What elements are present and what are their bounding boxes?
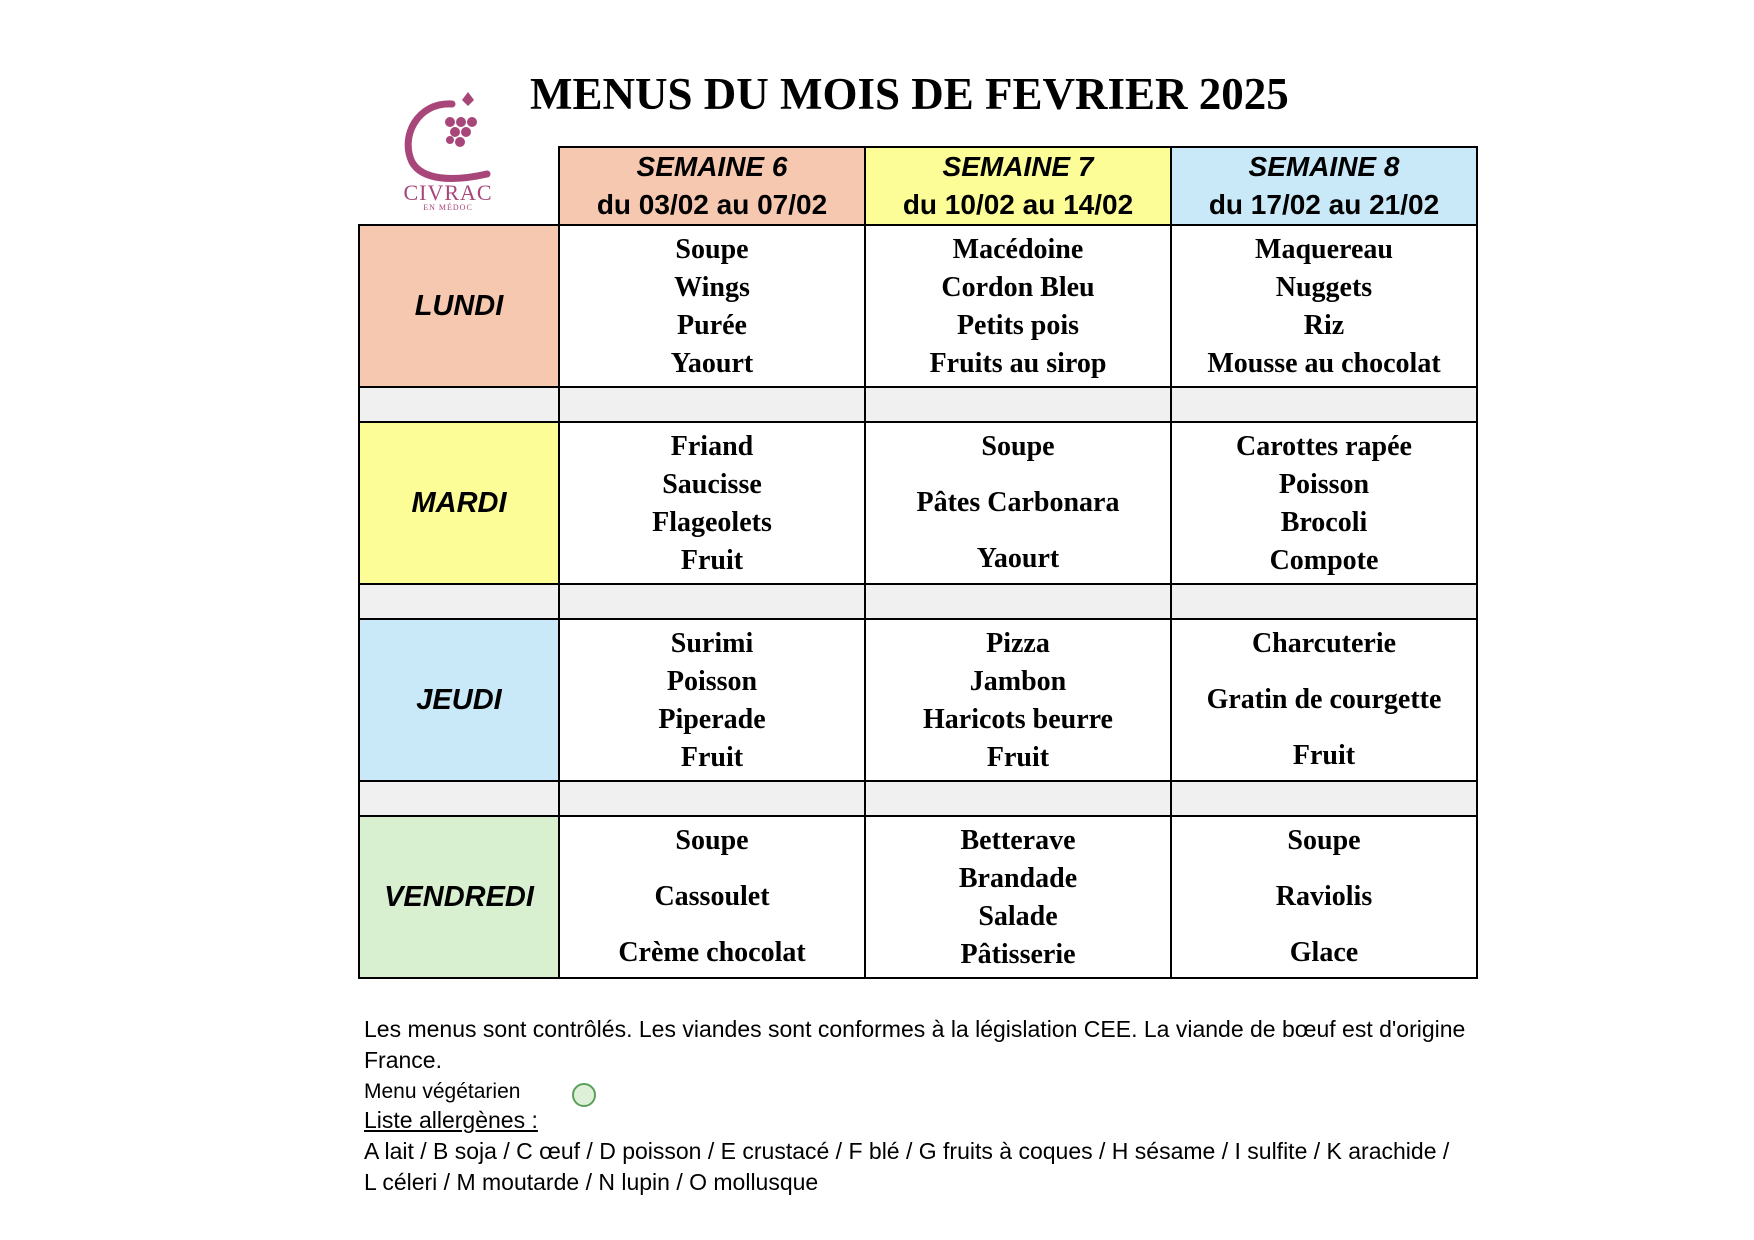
dish-item: Fruit (680, 742, 744, 773)
week-header-row (359, 147, 1477, 225)
week-header (1171, 147, 1477, 225)
menu-cell (559, 619, 865, 781)
dish-item: Fruit (1292, 740, 1356, 771)
dish-item: Haricots beurre (923, 704, 1113, 735)
separator-cell (559, 781, 865, 816)
corner-cell (359, 147, 559, 225)
dish-item: Cordon Bleu (941, 272, 1095, 303)
vegetarian-icon (572, 1083, 596, 1107)
week-dates: du 17/02 au 21/02 (1208, 189, 1440, 220)
dish-item: Betterave (960, 825, 1076, 856)
separator-cell (559, 387, 865, 422)
dish-item: Pizza (986, 628, 1050, 659)
day-row (359, 422, 1477, 584)
page-title: MENUS DU MOIS DE FEVRIER 2025 (530, 69, 1289, 119)
dish-item: Brandade (958, 863, 1078, 894)
separator-cell (865, 781, 1171, 816)
dish-item: Maquereau (1255, 234, 1393, 265)
dish-item: Raviolis (1275, 881, 1373, 912)
vegetarian-label: Menu végétarien (364, 1080, 521, 1103)
menu-cell (559, 422, 865, 584)
separator-row (359, 584, 1477, 619)
day-label: VENDREDI (359, 816, 559, 978)
dish-item: Soupe (1287, 825, 1361, 856)
dish-item: Pâtisserie (960, 939, 1076, 970)
dish-item: Friand (670, 431, 754, 462)
menu-table (358, 146, 1478, 979)
day-row (359, 225, 1477, 387)
footer-note: Les menus sont contrôlés. Les viandes sont conformes à la législation CEE. La viande de bœuf est d'origine France. (364, 1016, 1466, 1073)
dish-item: Cassoulet (654, 881, 770, 912)
week-dates: du 03/02 au 07/02 (596, 189, 828, 220)
logo-subtitle: EN MÉDOC (423, 203, 473, 212)
allergens-list: A lait / B soja / C œuf / D poisson / E crustacé / F blé / G fruits à coques / H sésame / I sulfite / K arachide / L céleri / M moutarde / N lupin / O mollusque (364, 1138, 1450, 1195)
dish-item: Brocoli (1280, 507, 1368, 538)
dish-item: Soupe (981, 431, 1055, 462)
menu-cell (865, 816, 1171, 978)
menu-cell (1171, 619, 1477, 781)
dish-item: Saucisse (662, 469, 762, 500)
week-label: SEMAINE 8 (1248, 151, 1400, 182)
day-row (359, 816, 1477, 978)
separator-row (359, 387, 1477, 422)
dish-item: Macédoine (952, 234, 1084, 265)
menu-cell (865, 422, 1171, 584)
separator-cell (359, 387, 559, 422)
dish-item: Wings (674, 272, 750, 303)
dish-item: Yaourt (976, 543, 1060, 574)
dish-item: Soupe (675, 825, 749, 856)
dish-item: Compote (1269, 545, 1379, 576)
menu-cell (865, 619, 1171, 781)
dish-item: Yaourt (670, 348, 754, 379)
separator-cell (1171, 584, 1477, 619)
dish-item: Soupe (675, 234, 749, 265)
dish-item: Gratin de courgette (1206, 684, 1442, 715)
dish-item: Charcuterie (1251, 628, 1397, 659)
week-header (559, 147, 865, 225)
dish-item: Crème chocolat (618, 937, 806, 968)
separator-cell (865, 387, 1171, 422)
separator-cell (359, 584, 559, 619)
menu-cell (559, 816, 865, 978)
week-label: SEMAINE 6 (636, 151, 788, 182)
day-label: MARDI (359, 422, 559, 584)
dish-item: Pâtes Carbonara (916, 487, 1120, 518)
dish-item: Nuggets (1275, 272, 1373, 303)
dish-item: Jambon (969, 666, 1067, 697)
dish-item: Purée (677, 310, 747, 341)
day-row (359, 619, 1477, 781)
dish-item: Flageolets (652, 507, 772, 538)
separator-row (359, 781, 1477, 816)
dish-item: Glace (1289, 937, 1359, 968)
logo-name: CIVRAC (403, 180, 493, 205)
dish-item: Petits pois (956, 310, 1080, 341)
dish-item: Poisson (1278, 469, 1370, 500)
separator-cell (1171, 781, 1477, 816)
day-label: JEUDI (359, 619, 559, 781)
dish-item: Fruits au sirop (929, 348, 1107, 379)
dish-item: Poisson (666, 666, 758, 697)
allergens-title: Liste allergènes : (364, 1107, 538, 1133)
separator-cell (865, 584, 1171, 619)
dish-item: Mousse au chocolat (1207, 348, 1441, 379)
menu-cell (1171, 422, 1477, 584)
dish-item: Surimi (670, 628, 754, 659)
menu-cell (1171, 225, 1477, 387)
dish-item: Piperade (658, 704, 766, 735)
dish-item: Fruit (680, 545, 744, 576)
menu-cell (1171, 816, 1477, 978)
week-label: SEMAINE 7 (942, 151, 1094, 182)
dish-item: Riz (1303, 310, 1345, 341)
dish-item: Fruit (986, 742, 1050, 773)
week-header (865, 147, 1171, 225)
week-dates: du 10/02 au 14/02 (902, 189, 1134, 220)
separator-cell (559, 584, 865, 619)
menu-cell (865, 225, 1171, 387)
separator-cell (359, 781, 559, 816)
separator-cell (1171, 387, 1477, 422)
menu-cell (559, 225, 865, 387)
dish-item: Carottes rapée (1236, 431, 1412, 462)
day-label: LUNDI (359, 225, 559, 387)
dish-item: Salade (978, 901, 1058, 932)
